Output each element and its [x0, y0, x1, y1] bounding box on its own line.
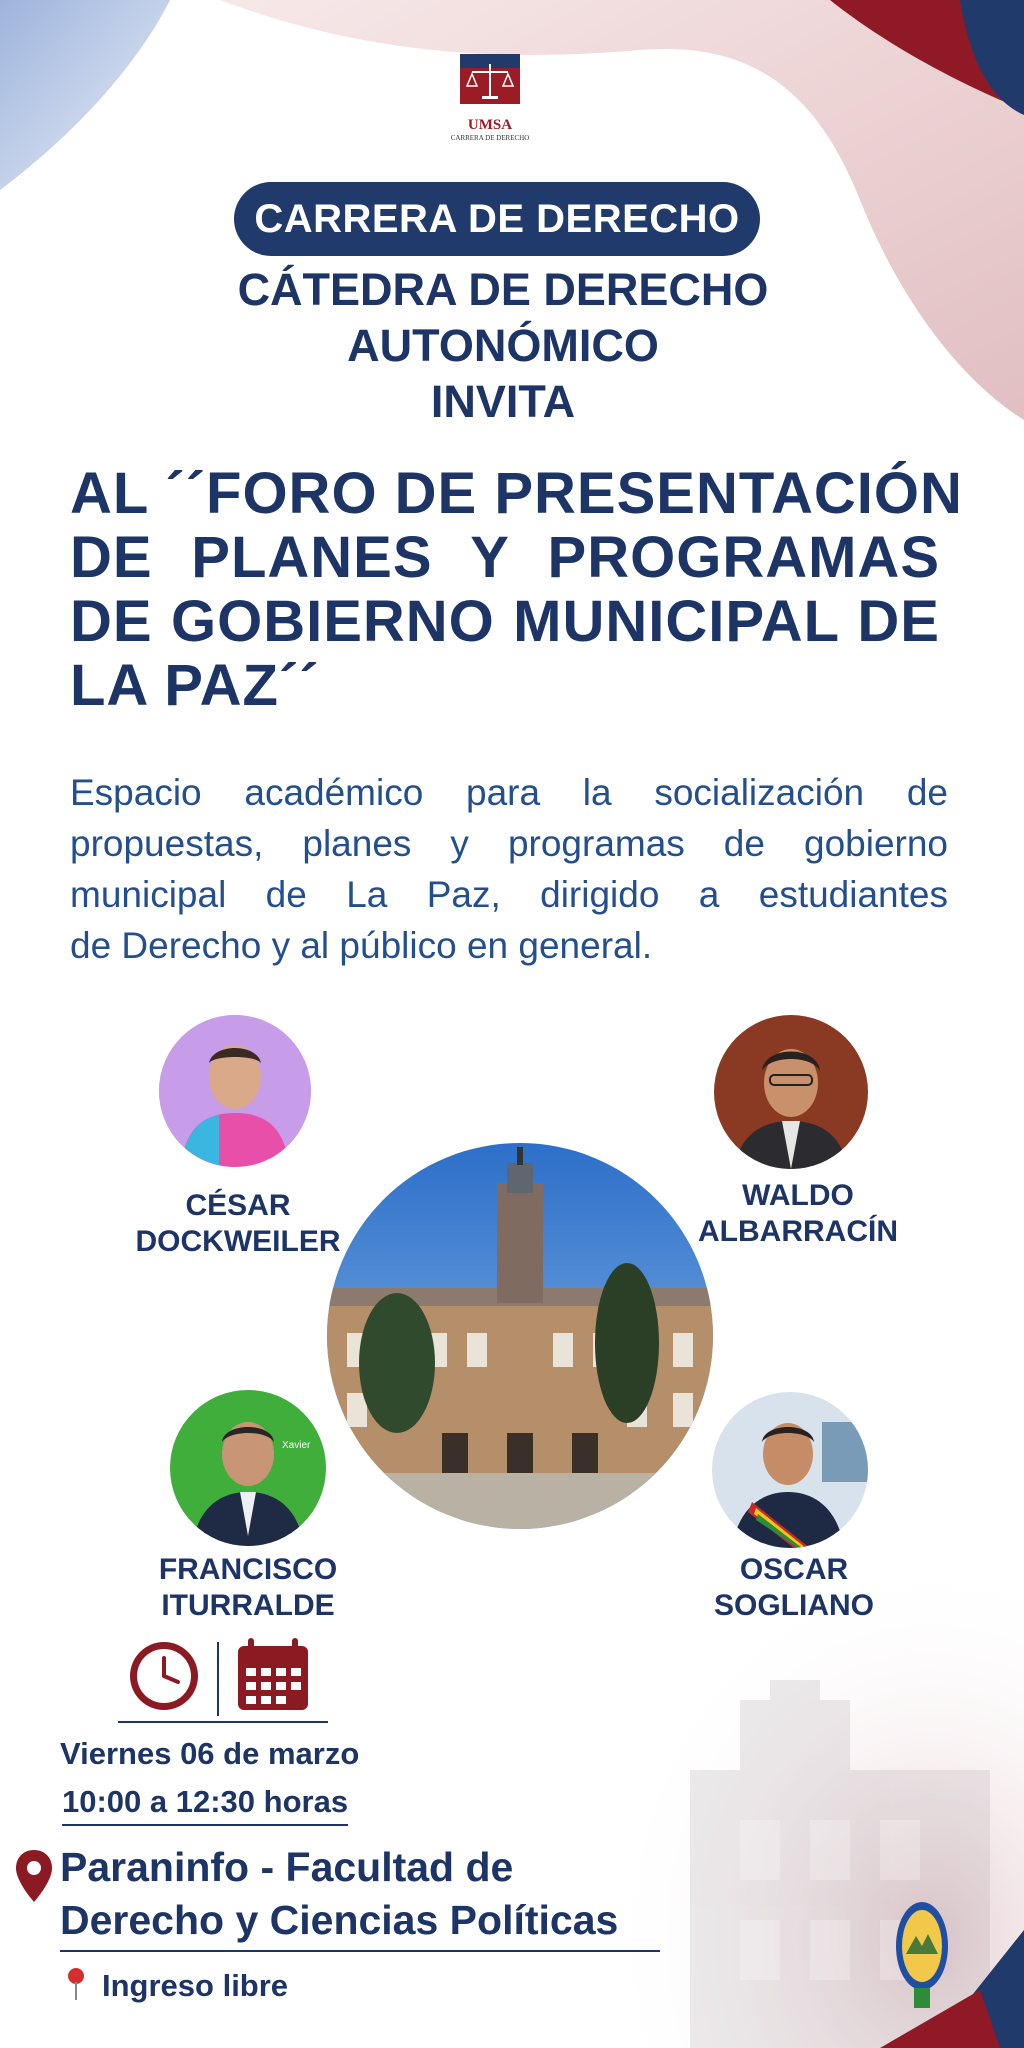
date-time-icons — [118, 1634, 328, 1724]
forum-title-line2: DE PLANES Y PROGRAMAS — [70, 525, 940, 590]
speaker-photo-iturralde — [170, 1390, 326, 1546]
forum-title-line1: AL ´´FORO DE PRESENTACIÓN — [70, 461, 963, 526]
chair-title-line2: AUTONÓMICO — [347, 320, 659, 371]
speaker-photo-sogliano — [712, 1392, 868, 1548]
speaker-photo-albarracin — [714, 1015, 868, 1169]
description-line1: Espacio académico para la socialización de — [70, 772, 948, 813]
location-pin-icon — [14, 1848, 54, 1904]
invites-text: INVITA — [430, 376, 576, 427]
speaker-last-name: DOCKWEILER — [135, 1225, 341, 1258]
venue-divider — [60, 1950, 660, 1952]
speaker-name-albarracin — [678, 1178, 918, 1250]
venue-line2: Derecho y Ciencias Políticas — [60, 1897, 619, 1943]
description-line4: de Derecho y al público en general. — [70, 925, 653, 966]
speaker-last-name: SOGLIANO — [713, 1589, 874, 1622]
description-line3: municipal de La Paz, dirigido a estudiantes — [70, 874, 948, 915]
entry-text: Ingreso libre — [102, 1968, 289, 2003]
clock-icon — [130, 1642, 198, 1710]
umsa-logo — [440, 52, 540, 152]
logo-subtitle: CARRERA DE DERECHO — [450, 134, 530, 142]
university-seal — [892, 1898, 952, 2012]
logo-name: UMSA — [467, 117, 513, 133]
speaker-first-name: CÉSAR — [185, 1189, 291, 1222]
speaker-photo-dockweiler — [159, 1015, 311, 1167]
speaker-first-name: FRANCISCO — [158, 1553, 338, 1586]
speaker-last-name: ALBARRACÍN — [698, 1215, 898, 1248]
speaker-last-name: ITURRALDE — [161, 1589, 335, 1622]
speaker-first-name: WALDO — [742, 1179, 854, 1212]
event-time: 10:00 a 12:30 horas — [62, 1782, 348, 1826]
scales-of-justice-icon — [440, 52, 540, 112]
speaker-first-name: OSCAR — [739, 1553, 849, 1586]
calenar-icon — [238, 1638, 308, 1710]
description-line2: propuestas, planes y programas de gobierno — [70, 823, 948, 864]
city-hall-photo — [327, 1143, 713, 1529]
speaker-name-dockweiler — [118, 1188, 358, 1260]
chair-title-line1: CÁTEDRA DE DERECHO — [237, 264, 769, 315]
speaker-name-iturralde — [128, 1552, 368, 1624]
svg-text:Xavier: Xavier — [282, 1440, 311, 1451]
pushpin-icon — [64, 1966, 88, 2002]
forum-title-line3: DE GOBIERNO MUNICIPAL DE — [70, 589, 940, 654]
forum-title-line4: LA PAZ´´ — [70, 653, 320, 718]
career-badge: CARRERA DE DERECHO — [234, 182, 760, 256]
venue-line1: Paraninfo - Facultad de — [60, 1844, 514, 1890]
event-date: Viernes 06 de marzo — [60, 1736, 360, 1771]
speaker-name-sogliano — [674, 1552, 914, 1624]
